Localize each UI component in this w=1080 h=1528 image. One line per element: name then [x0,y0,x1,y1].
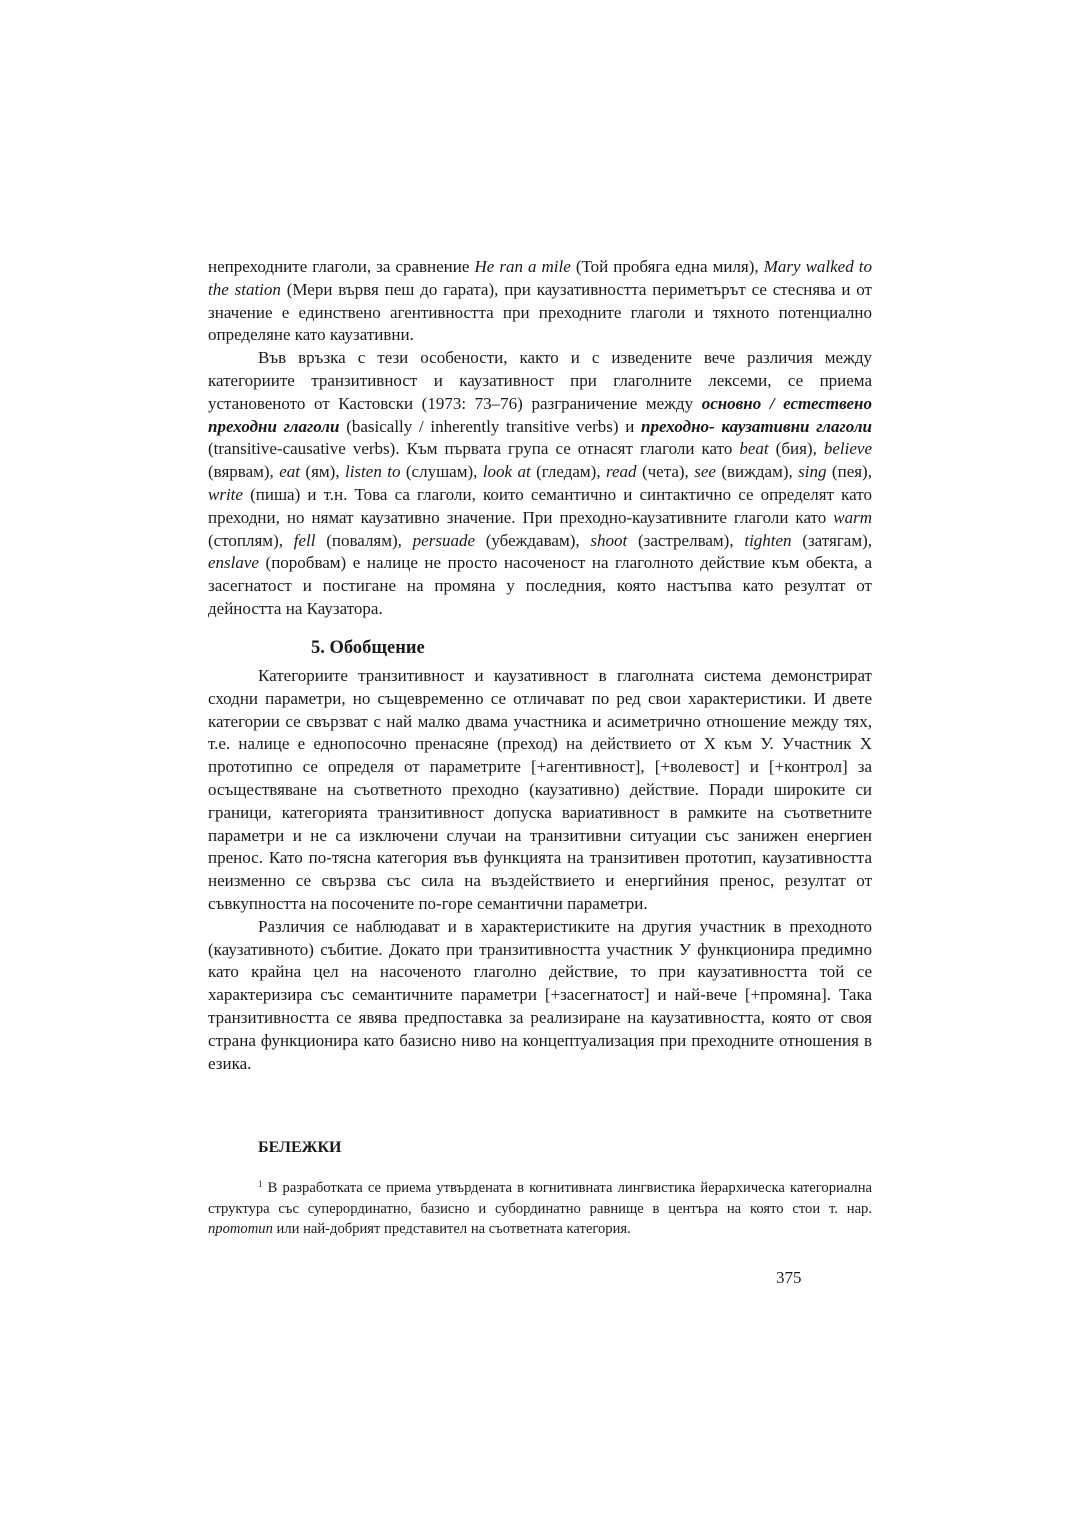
verb-example: beat [739,439,769,459]
verb-gloss: (вярвам), [208,462,280,482]
verb-gloss: (чета), [636,462,695,482]
english-example: He ran a mile [474,257,571,276]
verb-example: write [208,484,243,504]
term-italic: прототип [208,1221,273,1237]
english-example: Mary walked to the station [208,257,872,299]
notes-heading: БЕЛЕЖКИ [258,1139,342,1156]
footnote-marker: 1 [258,1179,263,1189]
verb-gloss: (слушам), [400,462,483,482]
verb-example: enslave [208,553,259,573]
term-bold-italic: преходно- каузативни глаголи [641,416,873,436]
verb-example: listen to [344,462,401,482]
verb-gloss: (затягам), [791,530,872,550]
section-heading: 5. Обобщение [311,638,425,658]
verb-gloss: (поробвам) е налице не просто насоченост на глаголното действие към обекта, а засегнатост и постигане на промяна у последния, която настъпва като резултат от дейността на Каузатора. [208,553,872,618]
text-run: Във връзка с тези особености, както и с изведените вече различия между категориите транзитивност и каузативност при глаголните лексеми, се приема установеното от Кастовски (1973: 73–76) разграничение между [208,348,872,413]
text-run: В разработката се приема утвърдената в когнитивната лингвистика йерархическа категориална структура със суперординатно, базисно и субординатно равнище в центъра на която стои т. нар. [208,1180,872,1217]
page-number: 375 [776,1268,802,1287]
verb-gloss: (стоплям), [208,530,294,550]
verb-gloss: (бия), [768,439,824,459]
verb-example: eat [279,462,300,482]
summary-paragraph-1: Категориите транзитивност и каузативност в глаголната система демонстрират сходни параметри, но същевременно се отличават по ред свои характеристики. И двете категории се свързват с най малко двама участника и асиметрично отношение между тях, т.е. налице е еднопосочно пренасяне (преход) на действието от Х към У. Участник Х прототипно се определя от параметрите [+агентивност], [+волевост] и [+контрол] за осъществяване на съответното преходно (каузативно) действие. Поради широките си граници, категорията транзитивност допуска вариативност в рамките на съответните параметри и не са изключени случаи на транзитивни ситуации със занижен енергиен пренос. Като по-тясна категория във функцията на транзитивен прототип, каузативността неизменно се свързва със сила на въздействието и енергийния пренос, резултат от съвкупността на посочените по-горе семантични параметри. [208,666,872,913]
verb-example: fell [293,530,316,550]
text-run: (Той пробяга една миля), [570,257,764,276]
text-run: (transitive-causative verbs). Към първата група се отнасят глаголи като [208,439,740,459]
verb-gloss: (повалям), [315,530,413,550]
term-bold-italic: основно / естествено преходни глаголи [208,393,872,436]
verb-example: sing [798,462,827,482]
verb-example: warm [833,507,872,527]
text-run: или най-добрият представител на съответната категория. [272,1221,631,1237]
text-run: непреходните глаголи, за сравнение [208,257,475,276]
verb-gloss: (ям), [300,462,345,482]
verb-example: believe [823,439,872,459]
verb-example: see [694,462,716,482]
body-text-summary [208,665,872,1075]
verb-gloss: (застрелвам), [627,530,745,550]
paragraph-verb-classes [208,347,872,621]
verb-gloss: (убеждавам), [475,530,591,550]
paragraph-continuation [208,256,872,347]
summary-paragraph-2: Различия се наблюдават и в характеристиките на другия участник в преходното (каузативното) събитие. Докато при транзитивността участник У функционира предимно като крайна цел на насоченото глаголно действие, то при каузативността той се характеризира със семантичните параметри [+засегнатост] и най-вече [+промяна]. Така транзитивността се явява предпоставка за реализиране на каузативността, която от своя страна функционира като базисно ниво на концептуализация при преходните отношения в езика. [208,916,872,1073]
text-run: (Мери вървя пеш до гарата), при каузативността периметърът се стеснява и от значение е единствено агентивността при преходните глаголи и тяхното потенциално определяне като каузативни. [208,279,872,345]
text-run: (basically / inherently transitive verbs) и [339,416,642,436]
verb-example: shoot [590,530,628,550]
verb-gloss: (пиша) и т.н. Това са глаголи, които семантично и синтактично се определят като преходни, но нямат каузативно значение. При преходно-каузативните глаголи като [208,484,872,527]
verb-example: read [606,462,637,482]
verb-example: look at [482,462,531,482]
body-text-upper [208,256,872,621]
verb-gloss: (виждам), [715,462,799,482]
footnote [208,1178,872,1240]
verb-gloss: (пея), [826,462,872,482]
verb-example: tighten [744,530,792,550]
verb-gloss: (гледам), [530,462,606,482]
verb-example: persuade [412,530,475,550]
